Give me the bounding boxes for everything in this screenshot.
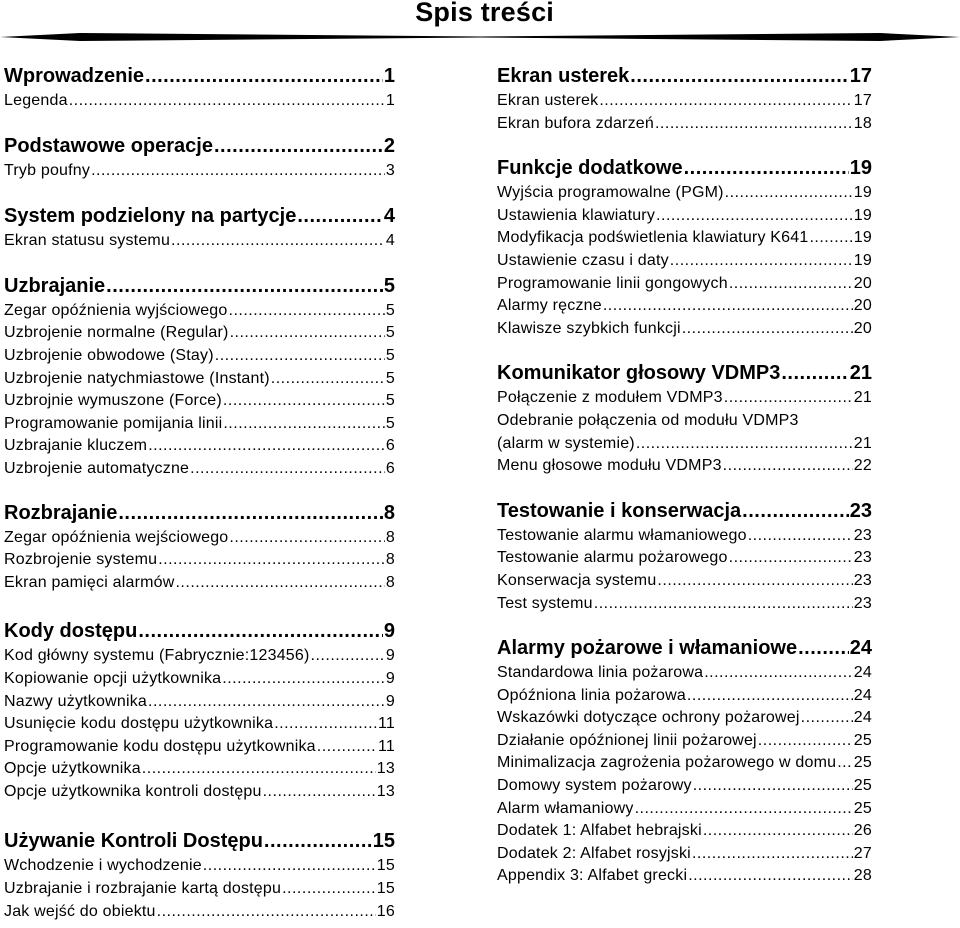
toc-entry[interactable] xyxy=(4,901,395,924)
toc-entry-page-number: 13 xyxy=(376,782,395,800)
toc-entry-label: Wskazówki dotyczące ochrony pożarowej xyxy=(497,709,800,727)
toc-entry[interactable] xyxy=(497,250,872,273)
toc-entry-page-number: 5 xyxy=(385,369,395,387)
toc-entry-page-number: 23 xyxy=(853,571,872,589)
toc-entry[interactable] xyxy=(497,662,872,685)
dot-leader xyxy=(656,205,853,227)
toc-entry[interactable] xyxy=(497,798,872,821)
dot-leader xyxy=(282,878,376,900)
dot-leader xyxy=(190,458,385,480)
toc-entry-page-number: 22 xyxy=(853,457,872,475)
toc-entry[interactable] xyxy=(4,230,395,253)
toc-section xyxy=(4,827,395,923)
section-heading-page-number: 9 xyxy=(383,620,395,643)
section-heading-page-number: 4 xyxy=(383,205,395,228)
toc-entry[interactable] xyxy=(497,273,872,296)
dot-leader xyxy=(142,758,376,780)
toc-entry-page-number: 15 xyxy=(376,880,395,898)
toc-entry-page-number: 16 xyxy=(376,902,395,920)
dot-leader xyxy=(157,901,376,923)
section-heading-label: Funkcje dodatkowe xyxy=(497,157,683,180)
section-heading-label: Uzbrajanie xyxy=(4,274,106,297)
dot-leader xyxy=(297,202,383,230)
toc-entry[interactable] xyxy=(4,527,395,550)
toc-entry-label: Uzbrajanie i rozbrajanie kartą dostępu xyxy=(4,880,282,898)
toc-entry-label: Uzbrojnie wymuszone (Force) xyxy=(4,392,222,410)
toc-entry[interactable] xyxy=(497,387,872,410)
toc-entry[interactable] xyxy=(4,368,395,391)
toc-entry-label: Konserwacja systemu xyxy=(497,571,657,589)
toc-entry[interactable] xyxy=(4,90,395,113)
toc-entry[interactable] xyxy=(497,593,872,616)
toc-entry-page-number: 25 xyxy=(853,731,872,749)
dot-leader xyxy=(801,707,853,729)
dot-leader xyxy=(148,691,385,713)
toc-entry-label: Domowy system pożarowy xyxy=(497,777,692,795)
toc-entry-page-number: 25 xyxy=(853,799,872,817)
toc-entry[interactable] xyxy=(4,645,395,668)
toc-section xyxy=(497,154,872,340)
dot-leader xyxy=(742,497,849,525)
toc-entry-page-number: 3 xyxy=(385,161,395,179)
toc-entry-page-number: 1 xyxy=(385,92,395,109)
section-heading-page-number: 23 xyxy=(849,499,872,522)
dot-leader xyxy=(229,300,385,322)
dot-leader xyxy=(599,90,852,112)
header-rule-right xyxy=(480,31,960,43)
toc-section xyxy=(4,617,395,803)
dot-leader xyxy=(725,182,853,204)
toc-entry-label: Alarmy ręczne xyxy=(497,297,602,315)
toc-entry-page-number: 23 xyxy=(853,594,872,612)
dot-leader xyxy=(670,250,853,272)
toc-entry[interactable] xyxy=(4,736,395,759)
toc-entry-label: Opcje użytkownika xyxy=(4,760,141,778)
dot-leader xyxy=(171,230,385,252)
toc-entry[interactable] xyxy=(497,295,872,318)
toc-entry-label: Appendix 3: Alfabet grecki xyxy=(497,867,688,885)
toc-entry-page-number: 15 xyxy=(376,857,395,875)
toc-entry-page-number: 11 xyxy=(377,737,395,755)
dot-leader xyxy=(657,570,852,592)
dot-leader xyxy=(148,435,385,457)
section-heading-page-number: 19 xyxy=(849,157,872,180)
toc-entry-label: Odebranie połączenia od modułu VDMP3 xyxy=(497,411,799,429)
toc-section xyxy=(497,62,872,135)
toc-entry-page-number: 17 xyxy=(853,92,872,109)
toc-entry[interactable] xyxy=(497,570,872,593)
toc-entry-page-number: 5 xyxy=(385,414,395,432)
toc-entry-page-number: 13 xyxy=(376,760,395,778)
dot-leader xyxy=(758,730,853,752)
toc-entry-label: Ekran pamięci alarmów xyxy=(4,573,175,591)
dot-leader xyxy=(91,160,385,182)
dot-leader xyxy=(69,90,385,112)
dot-leader xyxy=(692,843,853,865)
toc-entry[interactable] xyxy=(497,547,872,570)
toc-entry[interactable] xyxy=(497,820,872,843)
toc-entry-page-number: 20 xyxy=(853,319,872,337)
dot-leader xyxy=(263,781,376,803)
toc-entry-label: Uzbrojenie automatyczne xyxy=(4,459,190,477)
toc-entry-label: Tryb poufny xyxy=(4,161,91,179)
dot-leader xyxy=(158,549,385,571)
toc-entry-label: Nazwy użytkownika xyxy=(4,692,148,710)
toc-entry-label: Wchodzenie i wychodzenie xyxy=(4,857,202,875)
toc-entry[interactable] xyxy=(497,730,872,753)
toc-entry[interactable] xyxy=(4,322,395,345)
dot-leader xyxy=(687,685,853,707)
dot-leader xyxy=(214,132,383,160)
toc-entry-label: Zegar opóźnienia wejściowego xyxy=(4,528,229,546)
toc-entry-label: Jak wejść do obiektu xyxy=(4,902,156,920)
toc-entry-page-number: 20 xyxy=(853,297,872,315)
toc-section xyxy=(4,272,395,481)
dot-leader xyxy=(175,572,384,594)
toc-entry-page-number: 24 xyxy=(853,664,872,682)
section-heading-label: Kody dostępu xyxy=(4,620,138,643)
toc-entry[interactable] xyxy=(4,435,395,458)
section-heading[interactable] xyxy=(4,272,395,300)
toc-entry[interactable] xyxy=(4,345,395,368)
toc-entry-label: Minimalizacja zagrożenia pożarowego w domu xyxy=(497,754,837,772)
toc-entry-label: Programowanie pomijania linii xyxy=(4,414,223,432)
toc-entry-label: Usunięcie kodu dostępu użytkownika xyxy=(4,715,274,733)
dot-leader xyxy=(704,662,853,684)
dot-leader xyxy=(274,713,377,735)
toc-entry-label: Dodatek 1: Alfabet hebrajski xyxy=(497,822,702,840)
toc-entry-label: Programowanie kodu dostępu użytkownika xyxy=(4,737,316,755)
toc-entry-page-number: 9 xyxy=(385,669,395,687)
dot-leader xyxy=(688,865,853,887)
toc-entry[interactable] xyxy=(497,205,872,228)
toc-entry-page-number: 5 xyxy=(385,324,395,342)
toc-entry[interactable] xyxy=(497,318,872,341)
toc-entry[interactable] xyxy=(497,752,872,775)
toc-entry-page-number: 19 xyxy=(853,229,872,247)
toc-entry-page-number: 25 xyxy=(853,754,872,772)
toc-entry-label: Klawisze szybkich funkcji xyxy=(497,319,681,337)
toc-entry-label: Ustawienia klawiatury xyxy=(497,206,656,224)
dot-leader xyxy=(594,593,853,615)
dot-leader xyxy=(215,345,385,367)
toc-entry-page-number: 5 xyxy=(385,346,395,364)
toc-entry-page-number: 6 xyxy=(385,437,395,455)
toc-entry-page-number: 21 xyxy=(853,389,872,407)
toc-entry[interactable] xyxy=(497,525,872,548)
toc-entry[interactable] xyxy=(4,878,395,901)
toc-entry-label: Rozbrojenie systemu xyxy=(4,551,158,569)
toc-entry[interactable] xyxy=(497,227,872,250)
section-heading-label: Testowanie i konserwacja xyxy=(497,499,742,522)
dot-leader xyxy=(223,413,385,435)
toc-entry[interactable] xyxy=(497,775,872,798)
toc-entry-label: Ustawienie czasu i daty xyxy=(497,251,669,269)
dot-leader xyxy=(630,62,848,90)
dot-leader xyxy=(106,272,383,300)
toc-entry-page-number: 24 xyxy=(853,709,872,727)
section-heading-page-number: 24 xyxy=(849,637,872,660)
toc-entry-page-number: 28 xyxy=(853,867,872,885)
toc-entry[interactable] xyxy=(497,455,872,478)
dot-leader xyxy=(271,368,385,390)
section-heading[interactable] xyxy=(497,359,872,387)
toc-entry-page-number: 5 xyxy=(385,301,395,319)
section-heading-label: Wprowadzenie xyxy=(4,65,145,87)
section-heading[interactable] xyxy=(4,499,395,527)
dot-leader xyxy=(703,820,853,842)
dot-leader xyxy=(311,645,385,667)
section-heading-label: Ekran usterek xyxy=(497,65,630,87)
section-heading-page-number: 5 xyxy=(383,274,395,297)
toc-left-column xyxy=(4,62,395,923)
toc-entry-page-number: 19 xyxy=(853,206,872,224)
toc-entry-page-number: 8 xyxy=(385,528,395,546)
toc-entry[interactable] xyxy=(4,855,395,878)
toc-entry[interactable] xyxy=(497,843,872,866)
toc-entry-label: Programowanie linii gongowych xyxy=(497,274,728,292)
dot-leader xyxy=(729,273,853,295)
section-heading-label: Komunikator głosowy VDMP3 xyxy=(497,362,781,385)
toc-entry-label: (alarm w systemie) xyxy=(497,434,635,452)
toc-entry[interactable] xyxy=(4,691,395,714)
toc-entry-page-number: 4 xyxy=(385,232,395,250)
toc-entry-page-number: 21 xyxy=(853,434,872,452)
toc-entry-label: Uzbrojenie obwodowe (Stay) xyxy=(4,346,214,364)
toc-entry-label: Standardowa linia pożarowa xyxy=(497,664,704,682)
section-heading[interactable] xyxy=(4,62,395,90)
toc-entry-label: Ekran bufora zdarzeń xyxy=(497,114,654,132)
toc-entry-label: Test systemu xyxy=(497,594,593,612)
section-heading-page-number: 1 xyxy=(383,65,395,87)
toc-entry-page-number: 23 xyxy=(853,526,872,544)
toc-entry-page-number: 19 xyxy=(853,251,872,269)
dot-leader xyxy=(781,359,848,387)
toc-entry[interactable] xyxy=(497,685,872,708)
section-heading-page-number: 17 xyxy=(849,65,872,87)
toc-entry-label: Ekran statusu systemu xyxy=(4,232,171,250)
toc-entry-label: Uzbrajanie kluczem xyxy=(4,437,148,455)
toc-entry-label: Uzbrojenie natychmiastowe (Instant) xyxy=(4,369,270,387)
toc-entry-page-number: 5 xyxy=(385,392,395,410)
dot-leader xyxy=(229,527,384,549)
section-heading-label: Alarmy pożarowe i włamaniowe xyxy=(497,637,798,660)
page-title: Spis treści xyxy=(415,0,554,27)
section-heading-label: Rozbrajanie xyxy=(4,501,118,524)
toc-entry-label: Ekran usterek xyxy=(497,92,599,109)
section-heading-page-number: 15 xyxy=(372,830,395,853)
toc-entry-page-number: 27 xyxy=(853,844,872,862)
toc-entry[interactable] xyxy=(4,458,395,481)
section-heading-label: Używanie Kontroli Dostępu xyxy=(4,830,263,853)
toc-entry-label: Kod główny systemu (Fabrycznie:123456) xyxy=(4,647,310,665)
section-heading-label: Podstawowe operacje xyxy=(4,134,213,157)
dot-leader xyxy=(145,62,383,90)
toc-entry[interactable] xyxy=(4,781,395,804)
dot-leader xyxy=(723,455,853,477)
toc-entry-page-number: 9 xyxy=(385,647,395,665)
toc-entry-page-number: 6 xyxy=(385,459,395,477)
toc-section xyxy=(497,497,872,615)
toc-entry-label: Legenda xyxy=(4,92,68,109)
toc-entry-page-number: 26 xyxy=(853,822,872,840)
toc-entry-label: Zegar opóźnienia wyjściowego xyxy=(4,301,228,319)
toc-entry-page-number: 20 xyxy=(853,274,872,292)
toc-entry-line1[interactable] xyxy=(497,410,872,433)
toc-section xyxy=(4,499,395,595)
toc-entry-label: Połączenie z modułem VDMP3 xyxy=(497,389,723,407)
toc-entry[interactable] xyxy=(497,113,872,136)
dot-leader xyxy=(682,318,853,340)
toc-entry[interactable] xyxy=(4,300,395,323)
toc-right-column xyxy=(497,62,872,888)
section-heading[interactable] xyxy=(497,62,872,90)
toc-section xyxy=(4,202,395,253)
dot-leader xyxy=(684,154,849,182)
dot-leader xyxy=(809,227,852,249)
dot-leader xyxy=(118,499,383,527)
toc-entry-page-number: 24 xyxy=(853,686,872,704)
toc-entry[interactable] xyxy=(497,182,872,205)
toc-entry-label: Opóźniona linia pożarowa xyxy=(497,686,686,704)
toc-entry-label: Działanie opóźnionej linii pożarowej xyxy=(497,731,757,749)
toc-entry-page-number: 18 xyxy=(853,114,872,132)
dot-leader xyxy=(636,433,853,455)
dot-leader xyxy=(603,295,853,317)
toc-entry-label: Dodatek 2: Alfabet rosyjski xyxy=(497,844,691,862)
dot-leader xyxy=(837,752,853,774)
dot-leader xyxy=(222,668,385,690)
toc-entry-label: Kopiowanie opcji użytkownika xyxy=(4,669,222,687)
dot-leader xyxy=(724,387,853,409)
toc-entry-label: Testowanie alarmu pożarowego xyxy=(497,549,728,567)
section-heading[interactable] xyxy=(4,132,395,160)
dot-leader xyxy=(317,736,377,758)
dot-leader xyxy=(203,855,376,877)
toc-entry-label: Alarm włamaniowy xyxy=(497,799,634,817)
dot-leader xyxy=(729,547,853,569)
toc-entry-page-number: 19 xyxy=(853,184,872,202)
toc-section xyxy=(497,634,872,888)
section-heading-label: System podzielony na partycje xyxy=(4,205,297,228)
toc-entry[interactable] xyxy=(497,90,872,113)
section-heading[interactable] xyxy=(4,827,395,855)
toc-entry[interactable] xyxy=(4,390,395,413)
section-heading[interactable] xyxy=(497,154,872,182)
dot-leader xyxy=(655,113,853,135)
toc-section xyxy=(4,62,395,113)
toc-entry-page-number: 8 xyxy=(385,573,395,591)
section-heading-page-number: 21 xyxy=(849,362,872,385)
toc-entry[interactable] xyxy=(4,160,395,183)
toc-entry[interactable] xyxy=(4,668,395,691)
toc-entry-label: Uzbrojenie normalne (Regular) xyxy=(4,324,229,342)
dot-leader xyxy=(138,617,383,645)
toc-entry-label: Menu głosowe modułu VDMP3 xyxy=(497,457,722,475)
dot-leader xyxy=(635,798,853,820)
dot-leader xyxy=(264,827,372,855)
toc-entry[interactable] xyxy=(4,413,395,436)
toc-entry-page-number: 11 xyxy=(377,715,395,733)
toc-entry-label: Modyfikacja podświetlenia klawiatury K641 xyxy=(497,229,809,247)
toc-entry-label: Testowanie alarmu włamaniowego xyxy=(497,526,747,544)
section-heading[interactable] xyxy=(497,497,872,525)
toc-entry-page-number: 8 xyxy=(385,551,395,569)
header-rule-left xyxy=(0,31,480,43)
section-heading[interactable] xyxy=(4,617,395,645)
toc-entry-page-number: 23 xyxy=(853,549,872,567)
toc-section xyxy=(497,359,872,477)
dot-leader xyxy=(798,634,849,662)
toc-entry-page-number: 9 xyxy=(385,692,395,710)
section-heading-page-number: 2 xyxy=(383,134,395,157)
toc-entry[interactable] xyxy=(4,713,395,736)
toc-entry[interactable] xyxy=(497,433,872,456)
toc-entry-label: Wyjścia programowalne (PGM) xyxy=(497,184,724,202)
section-heading[interactable] xyxy=(4,202,395,230)
dot-leader xyxy=(230,322,385,344)
dot-leader xyxy=(693,775,853,797)
section-heading[interactable] xyxy=(497,634,872,662)
toc-entry-label: Opcje użytkownika kontroli dostępu xyxy=(4,782,262,800)
dot-leader xyxy=(223,390,385,412)
toc-entry[interactable] xyxy=(497,707,872,730)
toc-section xyxy=(4,132,395,183)
toc-entry-page-number: 25 xyxy=(853,777,872,795)
section-heading-page-number: 8 xyxy=(383,501,395,524)
toc-entry[interactable] xyxy=(4,572,395,595)
toc-entry[interactable] xyxy=(4,758,395,781)
toc-entry[interactable] xyxy=(497,865,872,888)
dot-leader xyxy=(748,525,853,547)
toc-entry[interactable] xyxy=(4,549,395,572)
